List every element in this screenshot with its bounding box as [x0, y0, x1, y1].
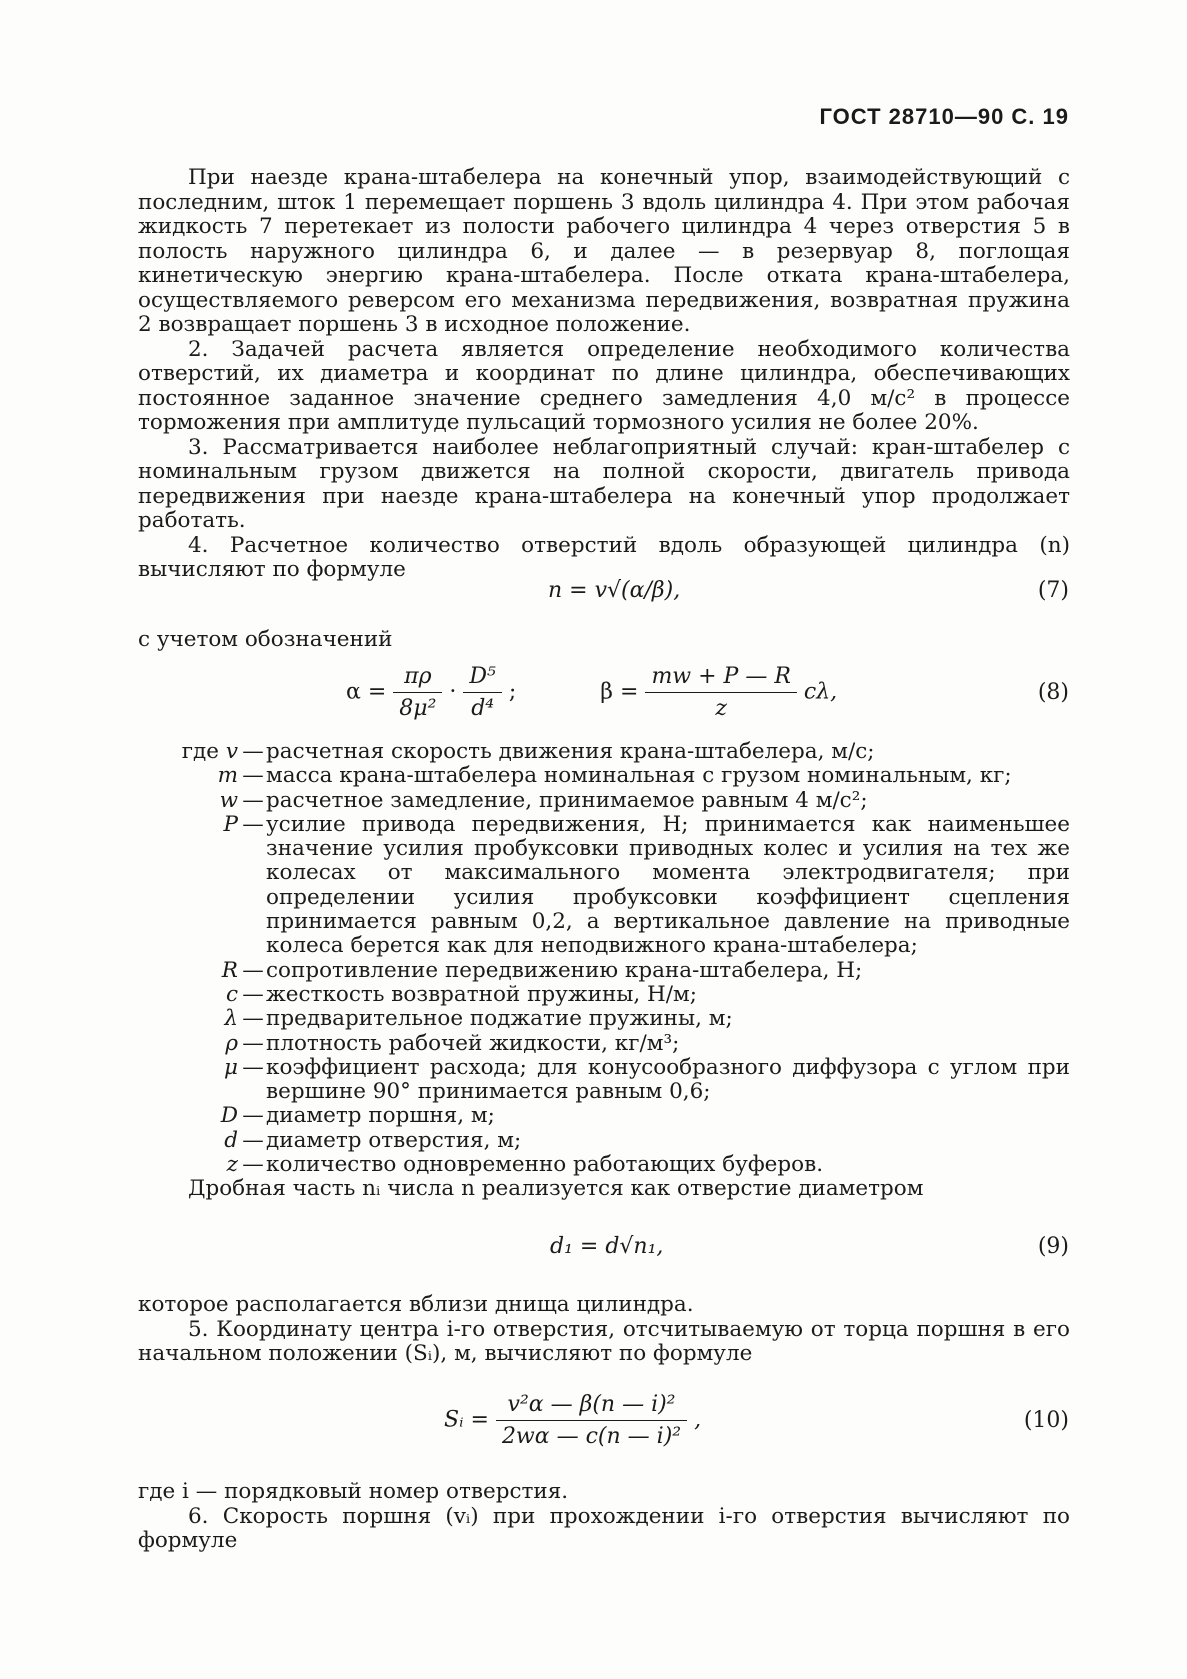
body-text-fraction — [138, 1177, 1070, 1202]
definition-item: d — диаметр отверстия, м; — [224, 1127, 522, 1153]
paragraph-2: 2. Задачей расчета является определение необходимого количества отверстий, их диаметра и координат по длине цилиндра, обеспечивающих постоянное заданное значение среднего замедления 4,0 м/с² в процессе торможения при амплитуде пульсаций тормозного усилия не более 20%. — [138, 336, 1070, 435]
paragraph-5: 5. Координату центра i-го отверстия, отсчитываемую от торца поршня в его начальном положении (Sᵢ), м, вычисляют по формуле — [138, 1316, 1070, 1366]
paragraph-index: где i — порядковый номер отверстия. — [138, 1479, 569, 1504]
formula-7-number: (7) — [1037, 578, 1069, 603]
s-fraction: $\frac{\text{v²α — β(n — i)²}}{\text{2wα — c(n — i)²}}$ — [496, 1392, 687, 1449]
paragraph-4: 4. Расчетное количество отверстий вдоль образующей цилиндра (n) вычисляют по формуле — [138, 532, 1070, 582]
page-header: ГОСТ 28710—90 С. 19 — [819, 104, 1069, 129]
paragraph-6: 6. Скорость поршня (vᵢ) при прохождении i-го отверстия вычисляют по формуле — [138, 1503, 1070, 1553]
formula-9-number: (9) — [1037, 1234, 1069, 1259]
definition-item: w — расчетное замедление, принимаемое равным 4 м/с²; — [219, 787, 868, 813]
definition-item: m — масса крана-штабелера номинальная с грузом номинальным, кг; — [217, 763, 1012, 789]
beta-fraction: $\frac{mw + P — R}{z}$ — [645, 664, 796, 721]
alpha-fraction: $\frac{\pi\rho}{\text{8μ²}}$ — [393, 664, 442, 721]
paragraph-fraction: Дробная часть nᵢ числа n реализуется как отверстие диаметром — [188, 1176, 924, 1201]
definition-item: z — количество одновременно работающих буферов. — [226, 1152, 824, 1178]
formula-8-number: (8) — [1037, 680, 1069, 705]
body-text-notation — [138, 628, 1070, 653]
definition-item: c — жесткость возвратной пружины, Н/м; — [225, 981, 698, 1007]
definition-item: где v — расчетная скорость движения крана-штабелера, м/с; — [181, 739, 875, 764]
formula-8: α = $\frac{\pi\rho}{\text{8μ²}}$ · $\frac{\text{D⁵}}{\text{d⁴}}$ ; β = $\frac{mw + P — R}{z}$ cλ, — [346, 664, 838, 721]
definition-item: R — сопротивление передвижению крана-штабелера, Н; — [221, 957, 863, 983]
paragraph-notation: с учетом обозначений — [138, 627, 393, 652]
body-text-bottom — [138, 1480, 1070, 1554]
definitions-list — [150, 740, 1070, 1177]
paragraph-3: 3. Рассматривается наиболее неблагоприятный случай: кран-штабелер с номинальным грузом движется на полной скорости, двигатель привода передвижения при наезде крана-штабелера на конечный упор продолжает работать. — [138, 434, 1070, 533]
definitions-lead: где — [181, 739, 219, 764]
definition-item: μ — коэффициент расхода; для конусообразного диффузора с углом при вершине 90° принимается равным 0,6; — [224, 1054, 1070, 1105]
paragraph-location: которое располагается вблизи днища цилиндра. — [138, 1292, 694, 1317]
definition-item: λ — предварительное поджатие пружины, м; — [224, 1006, 733, 1032]
formula-7: n = v√(α/β), — [548, 578, 681, 603]
definition-item: D — диаметр поршня, м; — [220, 1103, 495, 1129]
formula-9: d₁ = d√n₁, — [550, 1234, 664, 1259]
body-text-middle — [138, 1293, 1070, 1367]
definition-item: P — усилие привода передвижения, Н; принимается как наименьшее значение усилия пробуксовки приводных колес и усилия на тех же колесах от максимального момента электродвигателя; при определении усилия пробуксовки коэффициент сцепления принимается равным 0,2, а вертикальное давление на приводные колеса берется как для неподвижного крана-штабелера; — [223, 811, 1070, 959]
body-text-top — [138, 166, 1070, 583]
formula-10: Sᵢ = $\frac{\text{v²α — β(n — i)²}}{\text{2wα — c(n — i)²}}$ , — [444, 1392, 702, 1449]
paragraph-1: При наезде крана-штабелера на конечный упор, взаимодействующий с последним, шток 1 перемещает поршень 3 вдоль цилиндра 4. При этом рабочая жидкость 7 перетекает из полости рабочего цилиндра 4 через отверстия 5 в полость наружного цилиндра 6, и далее — в резервуар 8, поглощая кинетическую энергию крана-штабелера. После отката крана-штабелера, осуществляемого реверсом его механизма передвижения, возвратная пружина 2 возвращает поршень 3 в исходное положение. — [138, 165, 1070, 337]
formula-10-number: (10) — [1023, 1408, 1069, 1433]
diameter-fraction: $\frac{\text{D⁵}}{\text{d⁴}}$ — [463, 664, 501, 721]
definition-item: ρ — плотность рабочей жидкости, кг/м³; — [225, 1030, 680, 1056]
